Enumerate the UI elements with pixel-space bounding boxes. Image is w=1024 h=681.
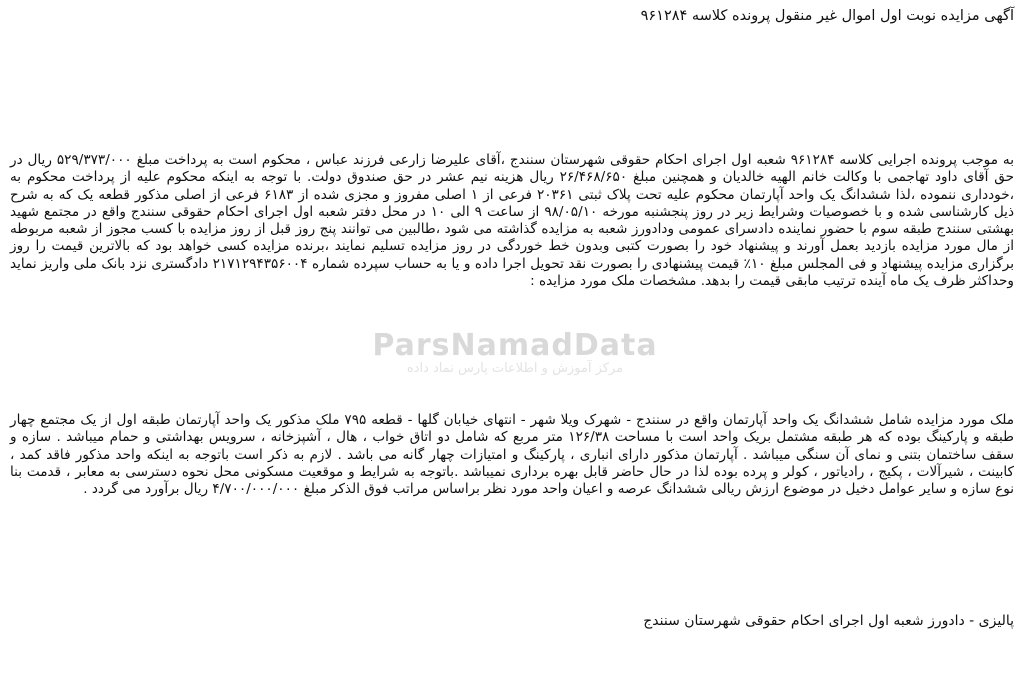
notice-paragraph-execution: به موجب پرونده اجرایی کلاسه ۹۶۱۲۸۴ شعبه اول اجرای احکام حقوقی شهرستان سنندج ،آقای علیرضا زارعی فرزند عباس ، محکوم است به پرداخت مبلغ ۵۲۹/۳۷۳/۰۰۰ ریال در حق آقای داود تهاجمی با وکالت خانم الهیه خالدیان و همچنین مبلغ ۲۶/۴۶۸/۶۵۰ ریال هزینه نیم عشر در حق صندوق دولت. با توجه به اینکه محکوم علیه از پرداخت محکوم به ،خودداری ننموده ،لذا ششدانگ یک واحد آپارتمان محکوم علیه تحت پلاک ثبتی ۲۰۳۶۱ فرعی از ۱ اصلی مفروز و مجزی شده از ۶۱۸۳ فرعی از اصلی مذکور قطعه یک که به شرح ذیل کارشناسی شده و با خصوصیات وشرایط زیر در روز پنجشنبه مورخه ۹۸/۰۵/۱۰ از ساعت ۹ الی ۱۰ در محل دفتر شعبه اول اجرای احکام حقوقی سنندج واقع در مجتمع شهید بهشتی سنندج طبقه سوم با حضور نماینده دادسرای عمومی ودادورز شعبه به مزایده گذاشته می شود ،طالبین می توانند پنج روز قبل از روز مزایده با کسب مجوز از شعبه مربوطه از مال مورد مزایده بازدید بعمل آورند و پیشنهاد خود را بصورت کتبی وبدون خط خوردگی در روز مزایده تسلیم نمایند ،برنده مزایده کسی خواهد بود که بالاترین قیمت را روز برگزاری مزایده پیشنهاد و فی المجلس مبلغ ۱۰٪ قیمت پیشنهادی را بصورت نقد تحویل اجرا داده و یا به حساب سپرده شماره ۲۱۷۱۲۹۴۳۵۶۰۰۴ دادگستری نزد بانک ملی واریز نماید وحداکثر ظرف یک ماه آینده ترتیب مابقی قیمت را بدهد. مشخصات ملک مورد مزایده :	[10, 152, 1015, 290]
watermark-logo-text: ParsNamadData	[372, 328, 658, 363]
watermark	[330, 328, 700, 398]
notice-paragraph-property: ملک مورد مزایده شامل ششدانگ یک واحد آپارتمان واقع در سنندج - شهرک ویلا شهر - انتهای خیابان گلها - قطعه ۷۹۵ ملک مذکور یک واحد آپارتمان طبقه اول از یک مجتمع چهار طبقه و پارکینگ بوده که هر طبقه مشتمل بریک واحد است با مساحت ۱۲۶/۳۸ متر مربع که شامل دو اتاق خواب ، هال ، آشپزخانه ، سرویس بهداشتی و حمام میباشد . سازه و سقف ساختمان بتنی و نمای آن سنگی میباشد . آپارتمان مذکور دارای انباری ، پارکینگ و امتیازات چهار گانه می باشد . لازم به ذکر است باتوجه به اینکه واحد مذکور فاقد کمد ، کابینت ، شیرآلات ، پکیج ، رادیاتور ، کولر و پرده بوده لذا در حال حاضر قابل بهره برداری نمیباشد .باتوجه به شرایط و موقعیت مسکونی محل نحوه دسترسی به معابر ، قدمت بنا نوع سازه و سایر عوامل دخیل در موضوع ارزش ریالی ششدانگ عرصه و اعیان واحد مورد نظر براساس مراتب فوق الذکر مبلغ ۴/۷۰۰/۰۰۰/۰۰۰ ریال برآورد می گردد .	[10, 412, 1014, 498]
notice-title: آگهی مزایده نوبت اول اموال غیر منقول پرونده کلاسه ۹۶۱۲۸۴	[640, 8, 1014, 24]
watermark-subtitle: مرکز آموزش و اطلاعات پارس نماد داده	[406, 361, 624, 376]
notice-signature: پالیزی - دادورز شعبه اول اجرای احکام حقوقی شهرستان سنندج	[643, 613, 1014, 629]
